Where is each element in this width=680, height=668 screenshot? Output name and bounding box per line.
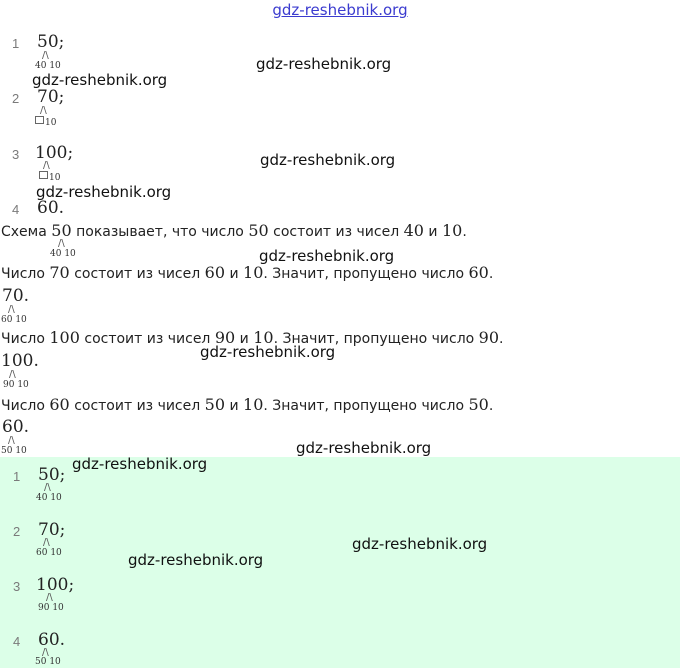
task-index-3: 3 bbox=[12, 147, 20, 162]
watermark: gdz-reshebnik.org bbox=[36, 183, 172, 201]
scheme-branch-icon: /\ bbox=[58, 238, 65, 249]
scheme-3-number: 100. bbox=[1, 351, 39, 371]
task-number-3: 100; bbox=[35, 143, 74, 163]
scheme-3-parts: 90 10 bbox=[3, 380, 29, 390]
watermark: gdz-reshebnik.org bbox=[260, 151, 396, 169]
answer-number-1: 50; bbox=[38, 465, 66, 485]
answer-parts-4: 50 10 bbox=[35, 657, 61, 667]
task-number-1: 50; bbox=[37, 32, 65, 52]
scheme-branch-icon: /\ bbox=[46, 592, 53, 603]
answer-index-2: 2 bbox=[13, 524, 21, 539]
task-parts-1: 40 10 bbox=[35, 61, 61, 71]
scheme-branch-icon: /\ bbox=[40, 105, 47, 116]
watermark: gdz-reshebnik.org bbox=[352, 535, 488, 553]
scheme-2-number: 70. bbox=[2, 286, 30, 306]
task-parts-3: 10 bbox=[39, 171, 60, 183]
answer-panel bbox=[0, 457, 680, 668]
watermark: gdz-reshebnik.org bbox=[32, 71, 168, 89]
answer-parts-3: 90 10 bbox=[38, 603, 64, 613]
task-index-2: 2 bbox=[12, 91, 20, 106]
watermark: gdz-reshebnik.org bbox=[128, 551, 264, 569]
answer-parts-1: 40 10 bbox=[36, 493, 62, 503]
answer-parts-2: 60 10 bbox=[36, 548, 62, 558]
watermark: gdz-reshebnik.org bbox=[259, 247, 395, 265]
task-parts-2: 10 bbox=[35, 116, 56, 128]
scheme-4-parts: 50 10 bbox=[1, 446, 27, 456]
watermark: gdz-reshebnik.org bbox=[72, 455, 208, 473]
task-index-4: 4 bbox=[12, 202, 20, 217]
answer-number-4: 60. bbox=[38, 630, 66, 650]
scheme-branch-icon: /\ bbox=[8, 304, 15, 315]
answer-index-4: 4 bbox=[13, 634, 21, 649]
scheme-branch-icon: /\ bbox=[9, 369, 16, 380]
answer-number-2: 70; bbox=[38, 520, 66, 540]
explanation-line-2: Число 70 состоит из чисел 60 и 10. Значит, пропущено число 60. bbox=[1, 263, 494, 282]
scheme-branch-icon: /\ bbox=[43, 537, 50, 548]
scheme-2-parts: 60 10 bbox=[1, 315, 27, 325]
scheme-branch-icon: /\ bbox=[42, 50, 49, 61]
explanation-line-4: Число 60 состоит из чисел 50 и 10. Значит, пропущено число 50. bbox=[1, 395, 494, 414]
missing-number-box bbox=[35, 116, 44, 124]
explanation-line-1: Схема 50 показывает, что число 50 состоит из чисел 40 и 10. bbox=[1, 221, 467, 240]
task-number-2: 70; bbox=[37, 87, 65, 107]
watermark: gdz-reshebnik.org bbox=[200, 343, 336, 361]
explanation-line-3: Число 100 состоит из чисел 90 и 10. Значит, пропущено число 90. bbox=[1, 328, 504, 347]
scheme-branch-icon: /\ bbox=[8, 435, 15, 446]
answer-number-3: 100; bbox=[36, 575, 75, 595]
missing-number-box bbox=[39, 171, 48, 179]
site-header-link[interactable]: gdz-reshebnik.org bbox=[272, 1, 408, 19]
scheme-branch-icon: /\ bbox=[43, 160, 50, 171]
task-number-4: 60. bbox=[37, 198, 65, 218]
watermark: gdz-reshebnik.org bbox=[296, 439, 432, 457]
scheme-branch-icon: /\ bbox=[42, 647, 49, 658]
scheme-branch-icon: /\ bbox=[44, 482, 51, 493]
scheme-4-number: 60. bbox=[2, 417, 30, 437]
watermark: gdz-reshebnik.org bbox=[256, 55, 392, 73]
task-index-1: 1 bbox=[12, 36, 20, 51]
answer-index-3: 3 bbox=[13, 579, 21, 594]
scheme-under-parts: 40 10 bbox=[50, 249, 76, 259]
answer-index-1: 1 bbox=[13, 469, 21, 484]
